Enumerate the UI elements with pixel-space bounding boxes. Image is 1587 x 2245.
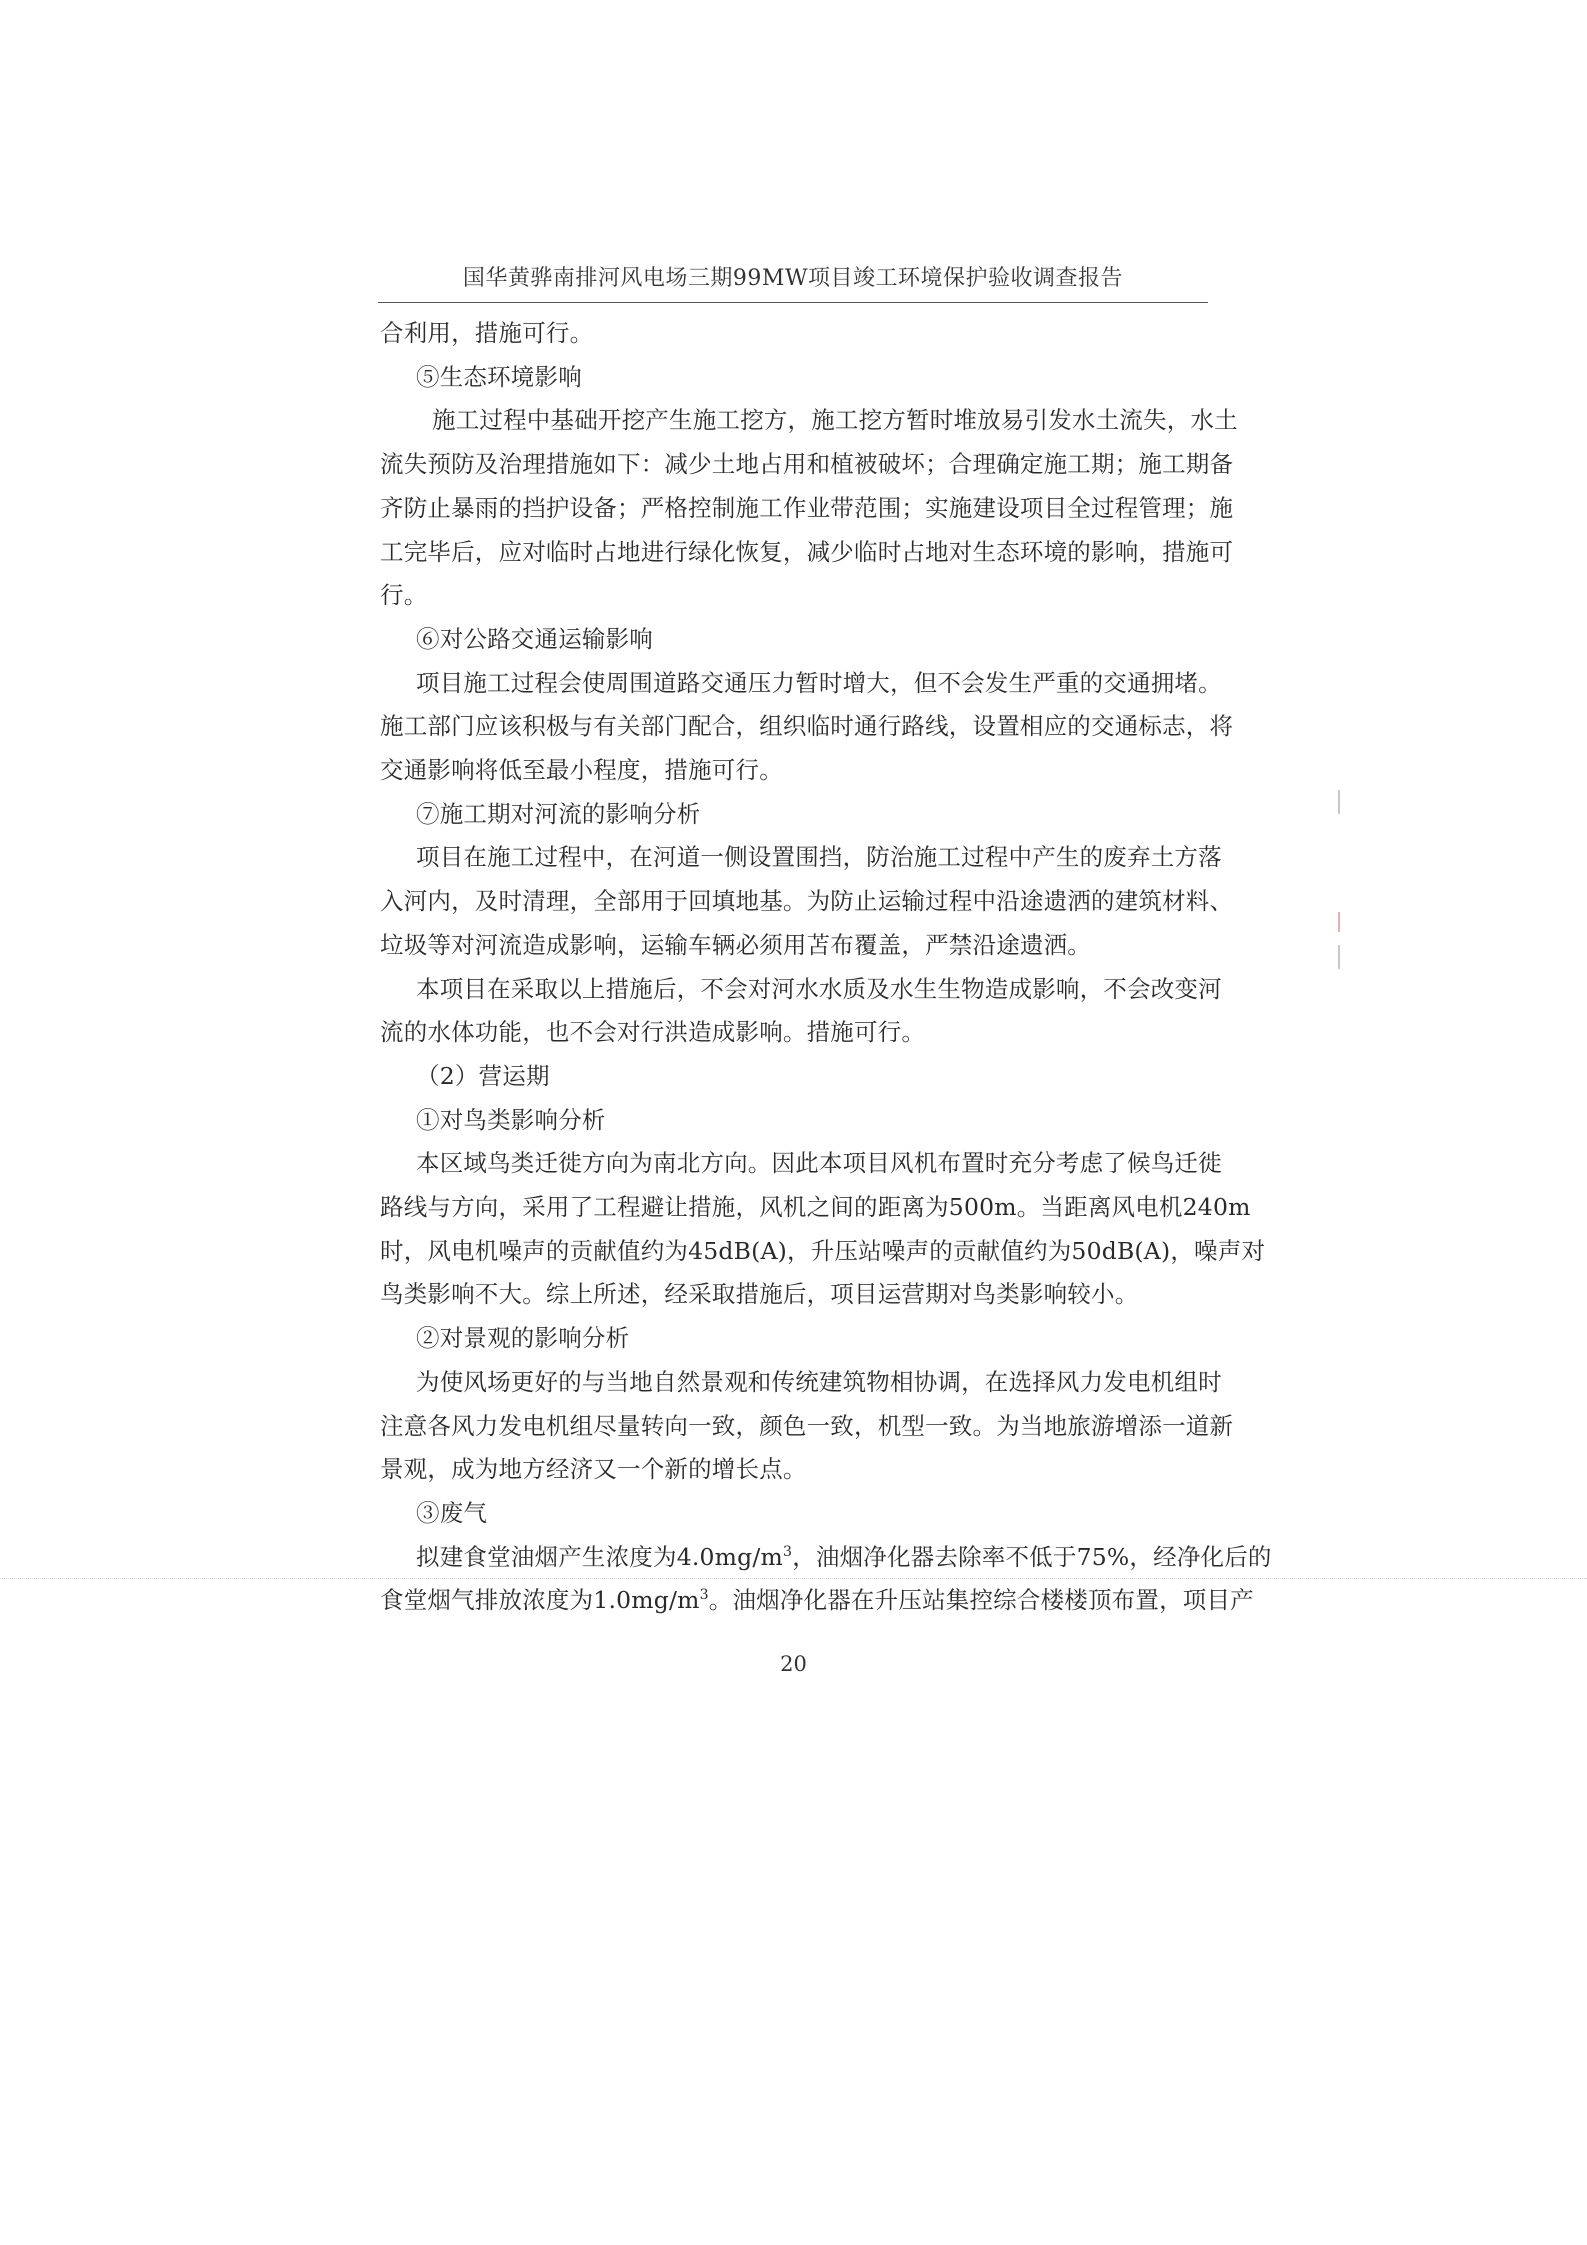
body-line: 项目施工过程会使周围道路交通压力暂时增大，但不会发生严重的交通拥堵。 (416, 668, 1222, 697)
superscript: 3 (783, 1543, 793, 1560)
body-line: 项目在施工过程中，在河道一侧设置围挡，防治施工过程中产生的废弃土方落 (416, 843, 1222, 872)
scan-artifact-dots (0, 1578, 1587, 1579)
body-line: 入河内，及时清理，全部用于回填地基。为防止运输过程中沿途遗洒的建筑材料、 (380, 887, 1234, 916)
scan-artifact-mark (1338, 790, 1340, 814)
body-line-special-b (380, 1579, 1254, 1623)
body-line: 齐防止暴雨的挡护设备；严格控制施工作业带范围；实施建设项目全过程管理；施 (380, 493, 1234, 522)
text-run: 拟建食堂油烟产生浓度为4.0mg/m (416, 1542, 784, 1571)
document-body (380, 312, 1272, 1623)
scan-artifact-mark (1338, 912, 1340, 932)
body-line: ⑦施工期对河流的影响分析 (416, 799, 701, 828)
body-line: 流的水体功能，也不会对行洪造成影响。措施可行。 (380, 1018, 926, 1047)
body-paragraphs (380, 312, 1266, 1536)
body-line: 流失预防及治理措施如下：减少土地占用和植被破坏；合理确定施工期；施工期备 (380, 450, 1234, 479)
body-line: 鸟类影响不大。综上所述，经采取措施后，项目运营期对鸟类影响较小。 (380, 1280, 1139, 1309)
page-header: 国华黄骅南排河风电场三期99MW项目竣工环境保护验收调查报告 (462, 266, 1124, 291)
text-run: 食堂烟气排放浓度为1.0mg/m (380, 1586, 700, 1615)
body-line: 路线与方向，采用了工程避让措施，风机之间的距离为500m。当距离风电机240m (380, 1193, 1251, 1222)
body-line: 施工部门应该积极与有关部门配合，组织临时通行路线，设置相应的交通标志，将 (380, 712, 1234, 741)
body-line: 本区域鸟类迁徙方向为南北方向。因此本项目风机布置时充分考虑了候鸟迁徙 (416, 1149, 1222, 1178)
body-line: 注意各风力发电机组尽量转向一致，颜色一致，机型一致。为当地旅游增添一道新 (380, 1411, 1234, 1440)
superscript: 3 (699, 1587, 709, 1604)
body-line: 时，风电机噪声的贡献值约为45dB(A)，升压站噪声的贡献值约为50dB(A)，噪声对 (380, 1236, 1266, 1265)
body-line: ①对鸟类影响分析 (416, 1105, 606, 1134)
body-line: ③废气 (416, 1498, 488, 1527)
body-line: 合利用，措施可行。 (380, 319, 594, 347)
text-run: 。油烟净化器在升压站集控综合楼楼顶布置，项目产 (708, 1586, 1254, 1615)
page-number: 20 (780, 1652, 807, 1676)
body-line: ②对景观的影响分析 (416, 1324, 630, 1353)
body-line: 工完毕后，应对临时占地进行绿化恢复，减少临时占地对生态环境的影响，措施可 (380, 537, 1234, 566)
body-line: 景观，成为地方经济又一个新的增长点。 (380, 1455, 807, 1484)
body-line: 行。 (380, 581, 428, 610)
header-rule (378, 302, 1208, 303)
body-line: 交通影响将低至最小程度，措施可行。 (380, 756, 783, 785)
body-line: 施工过程中基础开挖产生施工挖方，施工挖方暂时堆放易引发水土流失，水土 (432, 406, 1238, 435)
body-line: 本项目在采取以上措施后，不会对河水水质及水生生物造成影响，不会改变河 (416, 974, 1222, 1003)
body-line: 为使风场更好的与当地自然景观和传统建筑物相协调，在选择风力发电机组时 (416, 1367, 1222, 1396)
body-line: ⑥对公路交通运输影响 (416, 624, 653, 653)
text-run: ，油烟净化器去除率不低于75%，经净化后的 (792, 1542, 1272, 1571)
body-line: 垃圾等对河流造成影响，运输车辆必须用苫布覆盖，严禁沿途遗洒。 (380, 930, 1091, 959)
body-line: （2）营运期 (416, 1061, 550, 1090)
body-line: ⑤生态环境影响 (416, 362, 582, 391)
scan-artifact-mark (1338, 945, 1340, 969)
body-line-special-a (380, 1536, 1272, 1580)
